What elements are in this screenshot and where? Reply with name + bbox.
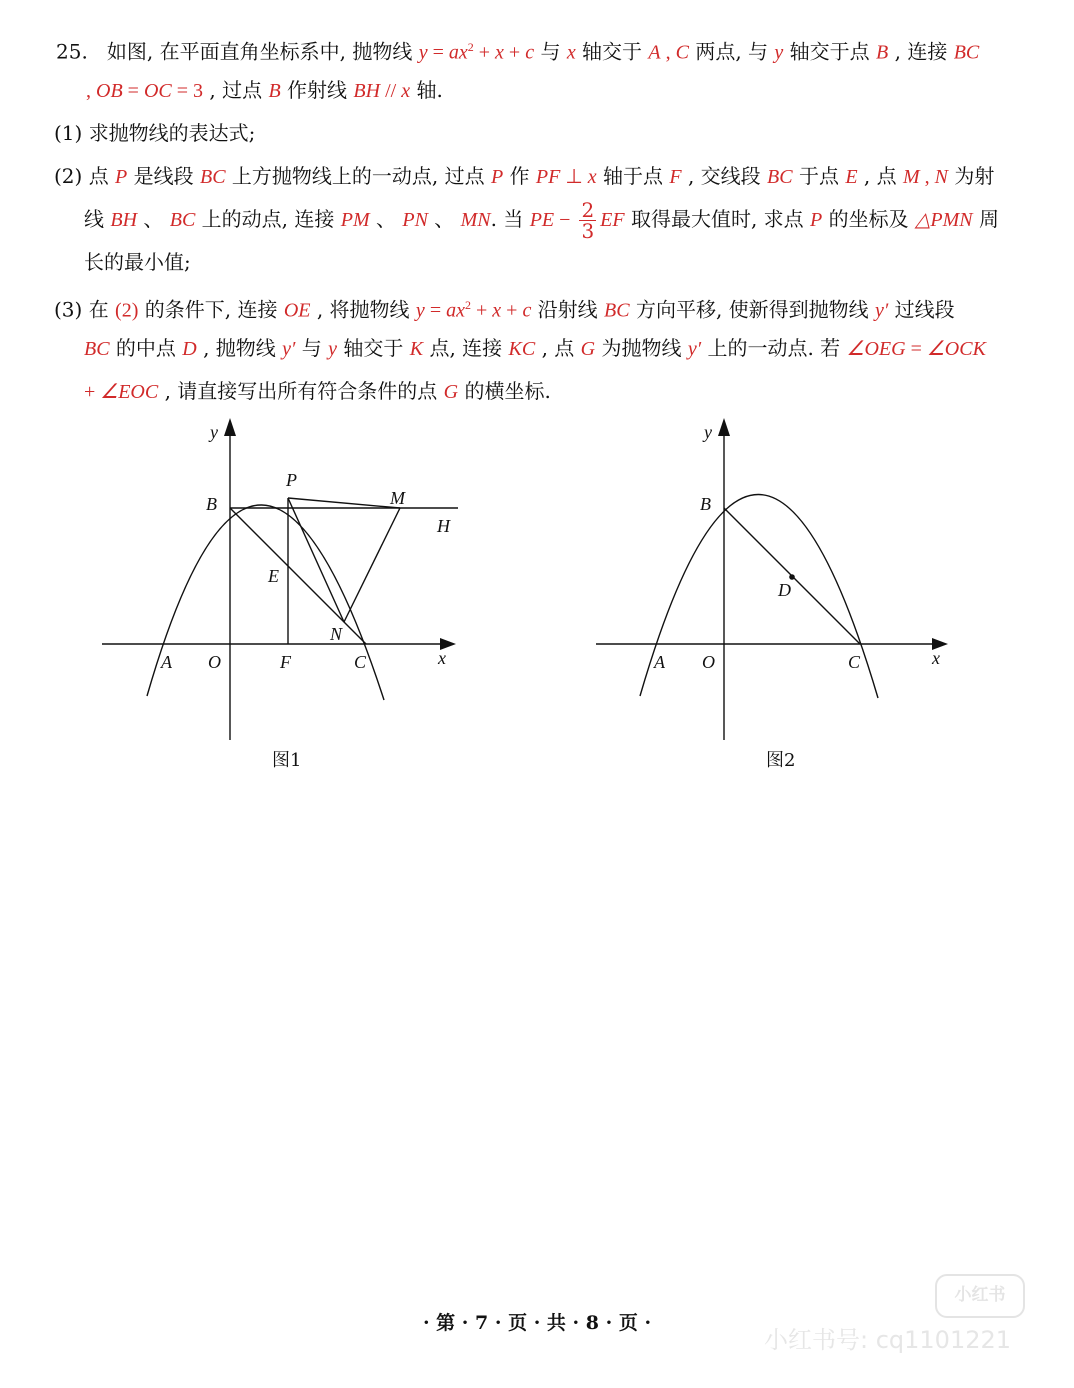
label-b-2: B [700,494,711,514]
label-a: A [161,652,172,672]
label-h: H [437,516,450,536]
part-2-line-1: (2) 点 P 是线段 BC 上方抛物线上的一动点, 过点 P 作 PF ⊥ x 轴于点 F , 交线段 BC 于点 E , 点 M , N 为射 [54,164,995,188]
segment-mn [344,508,400,622]
label-m: M [390,488,405,508]
label-y-2: y [704,422,712,442]
label-o-2: O [702,652,715,672]
part-3-line-2: BC 的中点 D , 抛物线 y′ 与 y 轴交于 K 点, 连接 KC , 点 G 为抛物线 y′ 上的一动点. 若 ∠OEG = ∠OCK [84,336,986,360]
figure-2 [596,422,944,740]
parabola-2 [640,494,878,698]
label-x: x [438,648,446,668]
fraction-two-thirds: $\frac{2}{3}$ [581,198,595,243]
question-line-1: 25. 如图, 在平面直角坐标系中, 抛物线 $y = ax^2 + x + c$ 与 x 轴交于 A , C 两点, 与 y 轴交于点 B , 连接 BC [56,39,980,64]
label-n: N [330,624,343,644]
question-line-2: , OB = OC = 3 , 过点 B 作射线 BH // x 轴. [86,78,443,102]
label-c: C [354,652,367,672]
part-2-line-3: 长的最小值; [84,250,191,274]
label-x-2: x [932,648,940,668]
segment-pn [288,498,344,622]
page-footer: · 第 · 7 · 页 · 共 · 8 · 页 · [422,1312,652,1334]
part-3-line-3: + ∠EOC , 请直接写出所有符合条件的点 G 的横坐标. [84,379,551,403]
label-c-2: C [848,652,861,672]
part-3-line-1: (3) 在 (2) 的条件下, 连接 OE , 将抛物线 $y = ax^2 + x + c$ 沿射线 BC 方向平移, 使新得到抛物线 y′ 过线段 [54,297,955,322]
problem-number: 25. [56,39,88,64]
figure-1-caption: 图1 [272,750,302,771]
label-o: O [208,652,221,672]
watermark-badge: 小红书 [935,1274,1025,1318]
label-p: P [286,470,297,490]
label-a-2: A [654,652,665,672]
figure-2-caption: 图2 [766,750,796,771]
label-y: y [210,422,218,442]
segment-pm [288,498,400,508]
watermark-id: 小红书号: cq1101221 [764,1326,1012,1354]
label-e: E [268,566,279,586]
segment-bc [230,508,366,644]
y-arrow-2 [718,418,730,436]
y-arrow [224,418,236,436]
label-f: F [280,652,291,672]
label-b: B [206,494,217,514]
part-2-line-2: 线 BH 、 BC 上的动点, 连接 PM 、 PN 、 MN. 当 PE − $\frac{2}{3}$ EF 取得最大值时, 求点 P 的坐标及 △PMN 周 [84,198,999,243]
label-d-2: D [778,580,791,600]
part-1: (1) 求抛物线的表达式; [54,121,256,145]
parabola [147,505,384,700]
point-d [789,574,795,580]
